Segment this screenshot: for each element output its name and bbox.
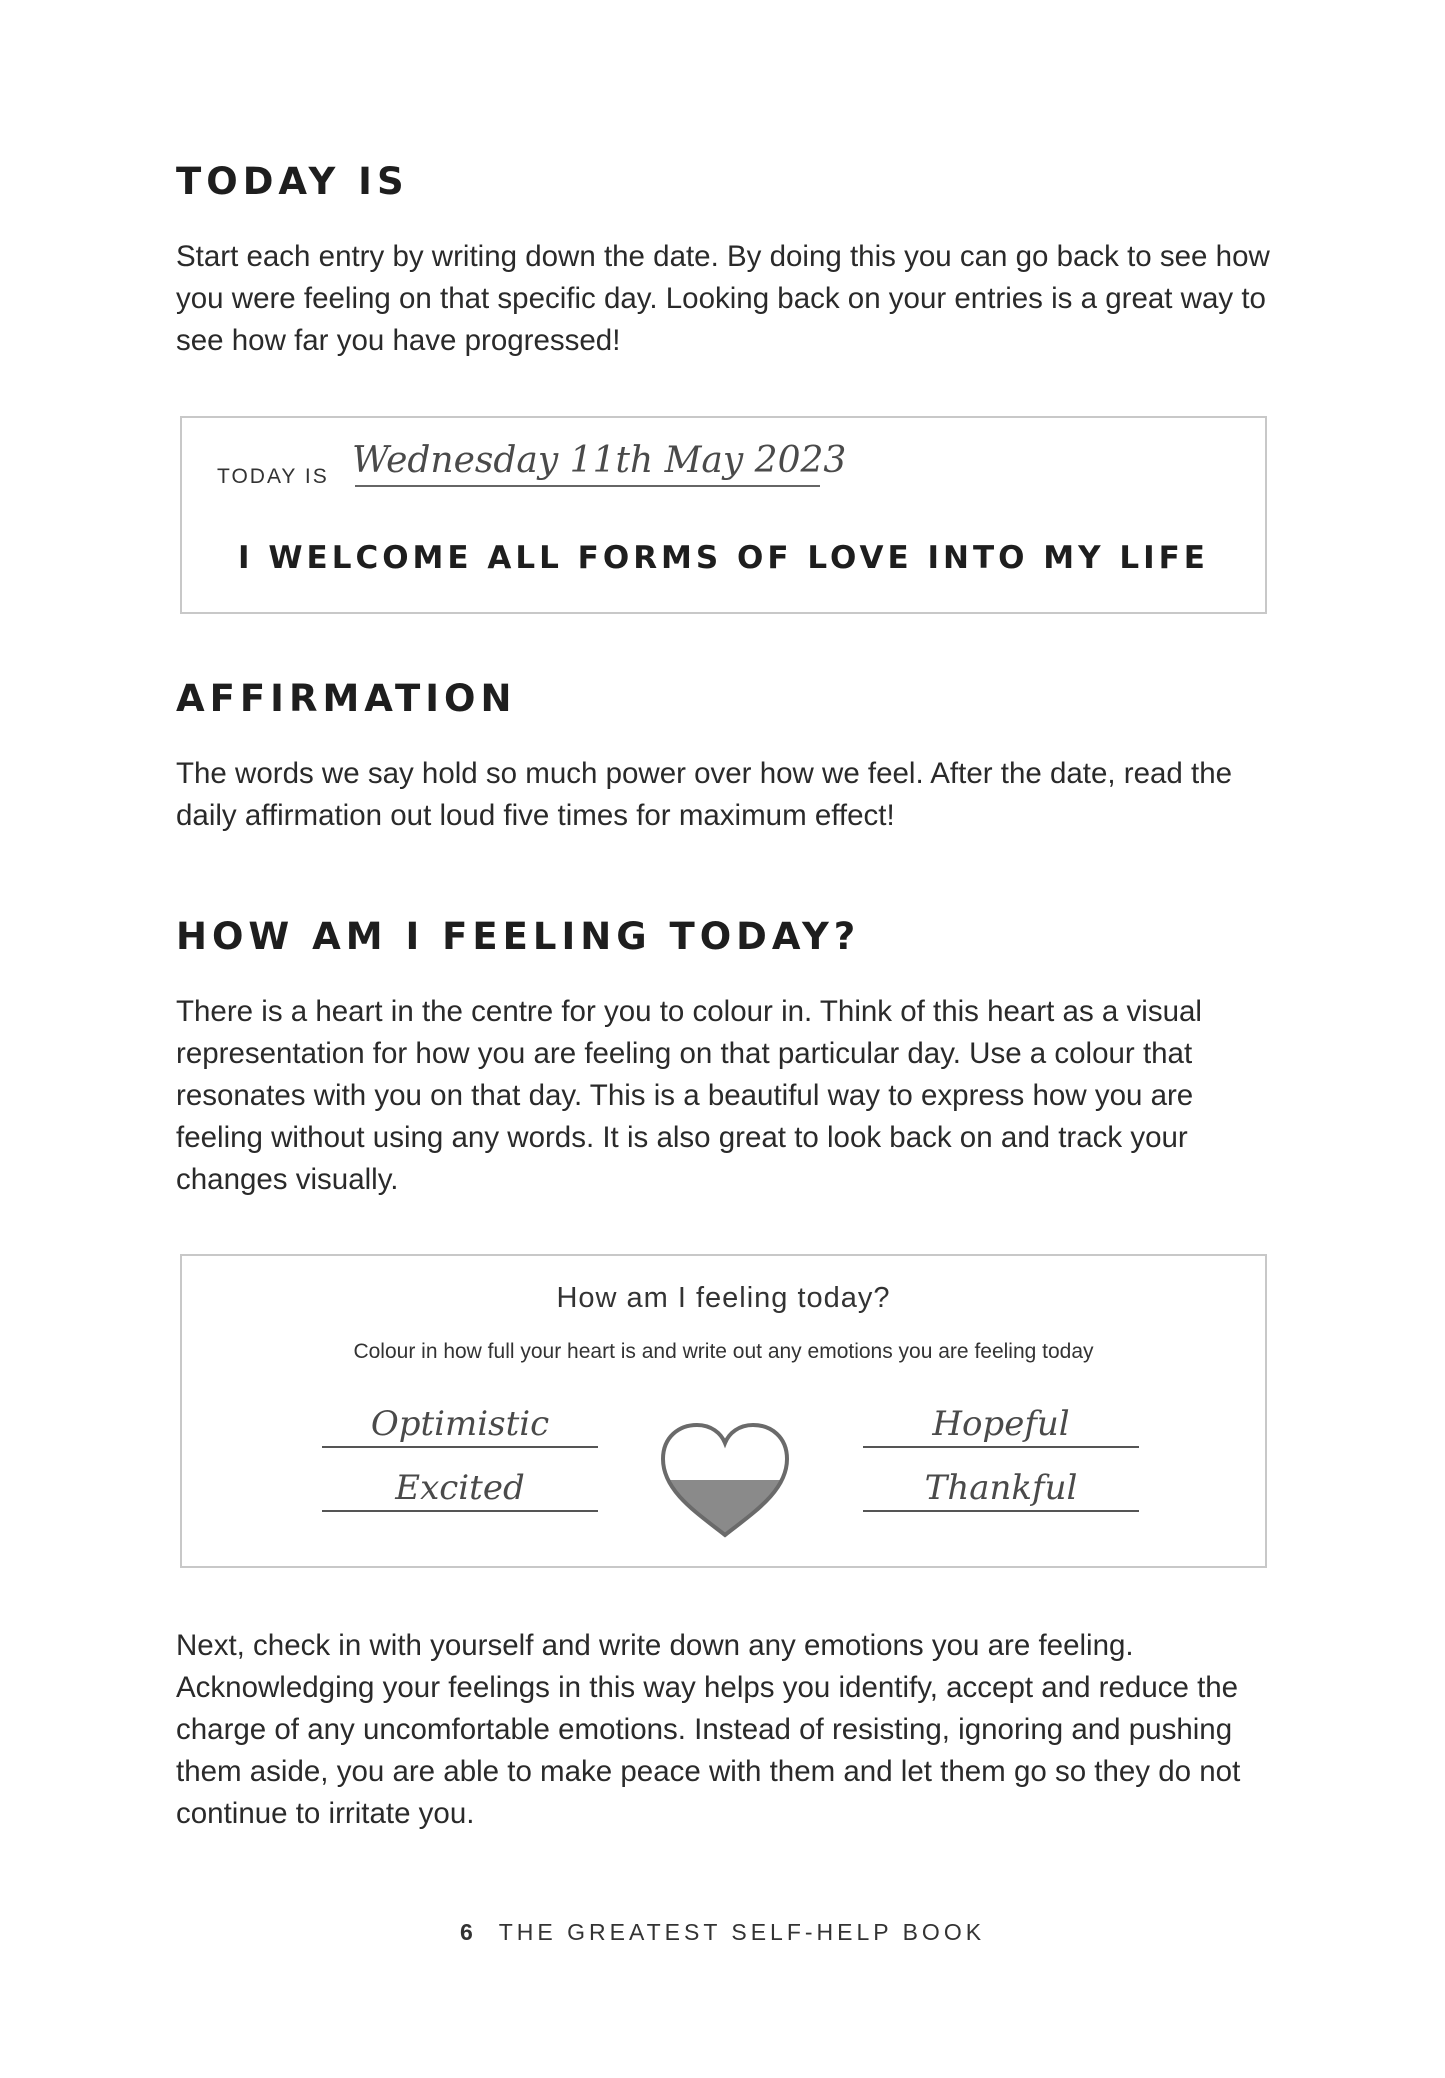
paragraph-affirmation: The words we say hold so much power over how we feel. After the date, read the daily affirmation out loud five times for maximum effect! xyxy=(176,757,1233,832)
date-write-line xyxy=(355,485,820,487)
page-number: 6 xyxy=(459,1919,473,1945)
emotion-word: Hopeful xyxy=(932,1404,1070,1444)
page-footer xyxy=(0,1919,1445,1946)
feeling-box-title: How am I feeling today? xyxy=(556,1282,891,1314)
paragraph-next: Next, check in with yourself and write down any emotions you are feeling. Acknowledging your feelings in this way helps you identify, accept and reduce the charge of any uncomfortable emotions. Instead of resisting, ignoring and pushing them aside, you are able to make peace with them and let them go so they do not continue to irritate you. xyxy=(176,1629,1241,1830)
book-title: THE GREATEST SELF-HELP BOOK xyxy=(498,1919,986,1945)
handwritten-date: Wednesday 11th May 2023 xyxy=(352,440,847,481)
affirmation-text: I WELCOME ALL FORMS OF LOVE INTO MY LIFE xyxy=(238,540,1209,576)
heading-feeling: HOW AM I FEELING TODAY? xyxy=(176,915,861,958)
emotion-word: Optimistic xyxy=(370,1404,550,1444)
emotion-word: Excited xyxy=(395,1468,525,1508)
feeling-box-subtitle: Colour in how full your heart is and write out any emotions you are feeling today xyxy=(353,1340,1094,1363)
example-feeling-box xyxy=(180,1254,1267,1568)
emotion-left-1 xyxy=(322,1398,598,1448)
heading-today-is: TODAY IS xyxy=(176,160,409,203)
example-date-box xyxy=(180,416,1267,614)
emotion-line xyxy=(863,1446,1139,1448)
emotion-right-1 xyxy=(863,1398,1139,1448)
emotion-line xyxy=(322,1446,598,1448)
paragraph-feeling: There is a heart in the centre for you to colour in. Think of this heart as a visual representation for how you are feeling on that particular day. Use a colour that resonates with you on that day. This is a beautiful way to express how you are feeling without using any words. It is also great to look back on and track your changes visually. xyxy=(176,995,1202,1196)
emotion-right-2 xyxy=(863,1462,1139,1512)
emotion-line xyxy=(322,1510,598,1512)
heart-icon xyxy=(657,1419,793,1543)
emotion-line xyxy=(863,1510,1139,1512)
paragraph-today-is: Start each entry by writing down the date. By doing this you can go back to see how you were feeling on that specific day. Looking back on your entries is a great way to see how far you have progressed! xyxy=(176,240,1270,357)
emotion-left-2 xyxy=(322,1462,598,1512)
emotion-word: Thankful xyxy=(924,1468,1078,1508)
heading-affirmation: AFFIRMATION xyxy=(176,677,517,720)
today-is-label: TODAY IS xyxy=(217,465,329,488)
